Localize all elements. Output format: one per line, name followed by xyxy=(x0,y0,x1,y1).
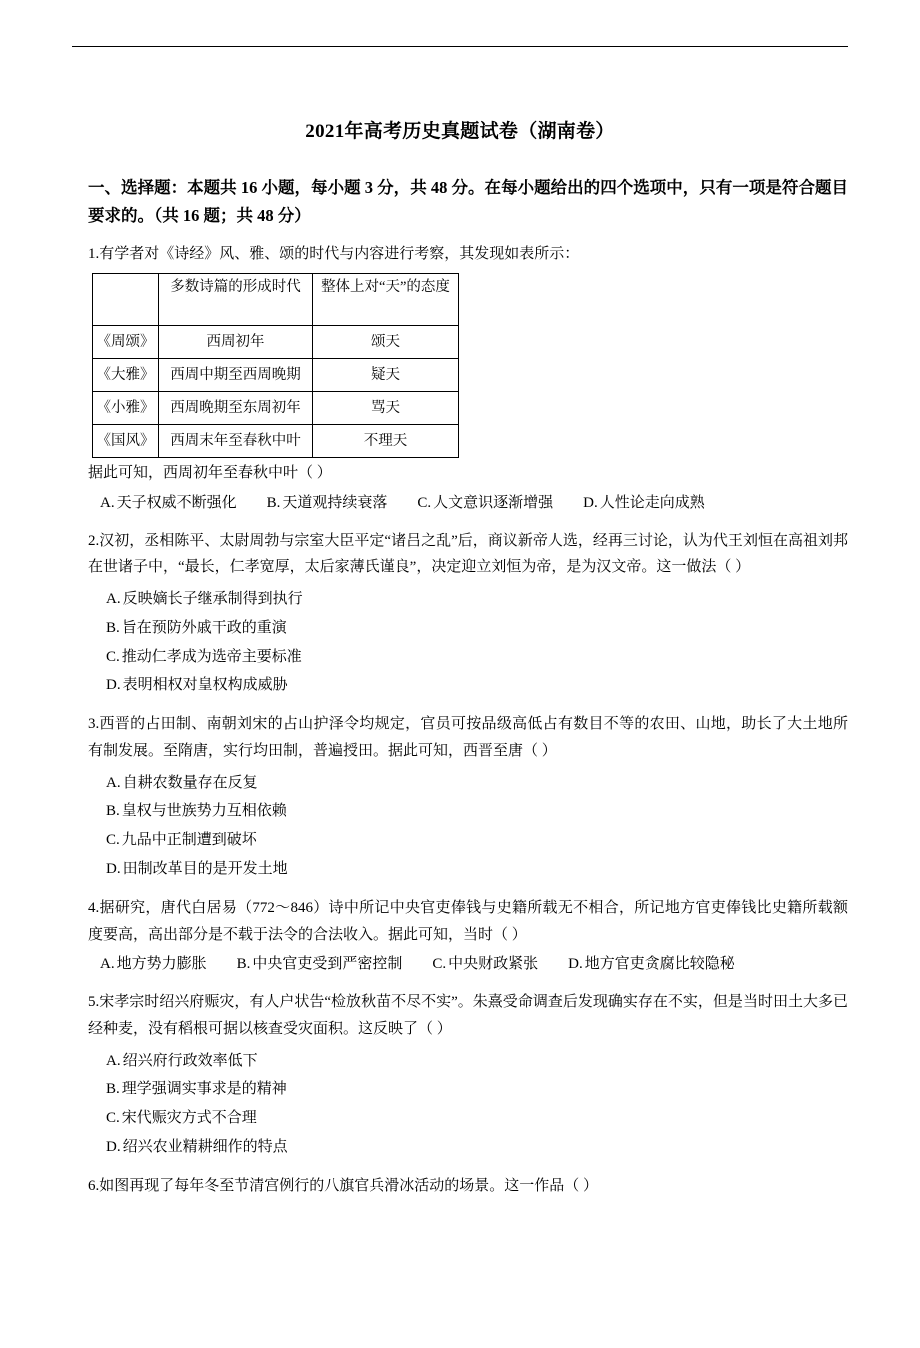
table-cell-era: 西周中期至西周晚期 xyxy=(159,359,313,392)
option-d-letter: D. xyxy=(568,956,583,973)
table-cell-attitude: 不理天 xyxy=(313,425,459,458)
table-cell-name: 《小雅》 xyxy=(93,392,159,425)
option-c-text: 宋代赈灾方式不合理 xyxy=(121,1110,257,1127)
question-5 xyxy=(72,989,848,1162)
page-title: 2021年高考历史真题试卷（湖南卷） xyxy=(305,121,615,142)
table-cell-attitude: 骂天 xyxy=(313,392,459,425)
option-b-letter: B. xyxy=(106,803,120,820)
option-c-text: 人文意识逐渐增强 xyxy=(433,494,554,511)
option-a-letter: A. xyxy=(106,1052,121,1069)
question-5-options xyxy=(106,1047,848,1162)
question-1-stem-continued: 据此可知，西周初年至春秋中叶（ ） xyxy=(88,465,332,482)
section-heading-multiple-choice: 一、选择题：本题共 16 小题，每小题 3 分，共 48 分。在每小题给出的四个选项中，只有一项是符合题目要求的。（共 16 题；共 48 分） xyxy=(88,177,848,225)
table-row xyxy=(93,392,459,425)
option-d-letter: D. xyxy=(583,494,598,511)
table-cell-era: 西周末年至春秋中叶 xyxy=(159,425,313,458)
question-6-stem: 6.如图再现了每年冬至节清宫例行的八旗官兵滑冰活动的场景。这一作品（ ） xyxy=(88,1177,599,1194)
question-3-options xyxy=(106,769,848,884)
question-2-options xyxy=(106,585,848,700)
table-cell-name: 《大雅》 xyxy=(93,359,159,392)
table-cell-era: 西周初年 xyxy=(159,326,313,359)
option-b[interactable] xyxy=(106,797,848,826)
question-2 xyxy=(72,528,848,701)
table-header-cell-attitude: 整体上对“天”的态度 xyxy=(313,274,459,326)
option-a-letter: A. xyxy=(100,494,115,511)
option-c-letter: C. xyxy=(432,956,447,973)
question-1-options xyxy=(100,490,848,517)
option-a-letter: A. xyxy=(106,591,121,608)
option-a-text: 天子权威不断强化 xyxy=(116,494,237,511)
option-d[interactable] xyxy=(568,951,735,978)
option-c[interactable] xyxy=(106,826,848,855)
table-cell-attitude: 颂天 xyxy=(313,326,459,359)
option-b-text: 天道观持续衰落 xyxy=(282,494,388,511)
option-b[interactable] xyxy=(237,951,403,978)
question-1-table-wrapper xyxy=(92,273,848,458)
option-a[interactable] xyxy=(106,1047,848,1076)
table-header-cell-era: 多数诗篇的形成时代 xyxy=(159,274,313,326)
shijing-comparison-table xyxy=(92,273,459,458)
option-c-letter: C. xyxy=(106,832,120,849)
question-5-stem: 5.宋孝宗时绍兴府赈灾，有人户状告“检放秋苗不尽不实”。朱熹受命调查后发现确实存在不实，但是当时田土大多已经种麦，没有稻根可据以核查受灾面积。这反映了（ ） xyxy=(88,994,848,1037)
option-d-text: 表明相权对皇权构成威胁 xyxy=(122,677,288,694)
table-row xyxy=(93,326,459,359)
table-cell-era: 西周晚期至东周初年 xyxy=(159,392,313,425)
option-c[interactable] xyxy=(417,490,553,517)
option-b[interactable] xyxy=(106,1075,848,1104)
option-b-text: 旨在预防外戚干政的重演 xyxy=(121,619,287,636)
option-c-letter: C. xyxy=(417,494,432,511)
option-c[interactable] xyxy=(106,1104,848,1133)
option-d[interactable] xyxy=(106,671,848,700)
option-c-letter: C. xyxy=(106,1110,120,1127)
question-1-stem: 1.有学者对《诗经》风、雅、颂的时代与内容进行考察，其发现如表所示： xyxy=(88,246,580,263)
option-a[interactable] xyxy=(106,585,848,614)
question-3-stem: 3.西晋的占田制、南朝刘宋的占山护泽令均规定，官员可按品级高低占有数目不等的农田、山地，助长了大土地所有制发展。至隋唐，实行均田制，普遍授田。据此可知，西晋至唐（ ） xyxy=(88,716,848,759)
option-d-letter: D. xyxy=(106,677,121,694)
option-d[interactable] xyxy=(106,855,848,884)
option-c[interactable] xyxy=(106,643,848,672)
option-d-letter: D. xyxy=(106,1138,121,1155)
option-b-text: 中央官吏受到严密控制 xyxy=(252,956,403,973)
table-row xyxy=(93,425,459,458)
option-a[interactable] xyxy=(100,951,207,978)
option-a-text: 反映嫡长子继承制得到执行 xyxy=(122,591,303,608)
option-d-text: 绍兴农业精耕细作的特点 xyxy=(122,1138,288,1155)
option-b-text: 皇权与世族势力互相依赖 xyxy=(121,803,287,820)
option-b[interactable] xyxy=(267,490,388,517)
table-row xyxy=(93,359,459,392)
option-d-text: 地方官吏贪腐比较隐秘 xyxy=(584,956,735,973)
question-4-options xyxy=(100,951,848,978)
exam-page xyxy=(0,46,920,1348)
option-c-text: 中央财政紧张 xyxy=(448,956,539,973)
header-divider-rule xyxy=(72,46,848,47)
option-a[interactable] xyxy=(100,490,237,517)
option-a[interactable] xyxy=(106,769,848,798)
option-a-letter: A. xyxy=(106,774,121,791)
question-2-stem: 2.汉初，丞相陈平、太尉周勃与宗室大臣平定“诸吕之乱”后，商议新帝人选，经再三讨论，认为代王刘恒在高祖刘邦在世诸子中，“最长，仁孝宽厚，太后家薄氏谨良”，决定迎立刘恒为帝，是为汉文帝。这一做法（ ） xyxy=(88,532,848,576)
question-1 xyxy=(72,241,848,516)
option-b-text: 理学强调实事求是的精神 xyxy=(121,1081,287,1098)
option-c[interactable] xyxy=(432,951,538,978)
question-6 xyxy=(72,1173,848,1200)
option-d-letter: D. xyxy=(106,861,121,878)
option-d-text: 人性论走向成熟 xyxy=(599,494,705,511)
option-b-letter: B. xyxy=(236,956,251,973)
option-b-letter: B. xyxy=(106,619,120,636)
option-a-letter: A. xyxy=(100,956,115,973)
option-b[interactable] xyxy=(106,614,848,643)
option-d[interactable] xyxy=(583,490,705,517)
option-a-text: 自耕农数量存在反复 xyxy=(122,774,258,791)
option-c-text: 九品中正制遭到破坏 xyxy=(121,832,257,849)
option-b-letter: B. xyxy=(106,1081,120,1098)
option-b-letter: B. xyxy=(266,494,281,511)
question-4 xyxy=(72,895,848,978)
table-header-row xyxy=(93,274,459,326)
option-a-text: 地方势力膨胀 xyxy=(116,956,207,973)
question-4-stem: 4.据研究，唐代白居易（772～846）诗中所记中央官吏俸钱与史籍所载无不相合，所记地方官吏俸钱比史籍所载额度要高，高出部分是不载于法令的合法收入。据此可知，当时（ ） xyxy=(88,899,848,943)
option-c-text: 推动仁孝成为选帝主要标准 xyxy=(121,648,302,665)
option-d-text: 田制改革目的是开发土地 xyxy=(122,861,288,878)
table-header-cell-corner xyxy=(93,274,159,326)
option-c-letter: C. xyxy=(106,648,120,665)
question-3 xyxy=(72,711,848,884)
table-cell-name: 《周颂》 xyxy=(93,326,159,359)
option-d[interactable] xyxy=(106,1133,848,1162)
table-cell-attitude: 疑天 xyxy=(313,359,459,392)
table-cell-name: 《国风》 xyxy=(93,425,159,458)
option-a-text: 绍兴府行政效率低下 xyxy=(122,1052,258,1069)
